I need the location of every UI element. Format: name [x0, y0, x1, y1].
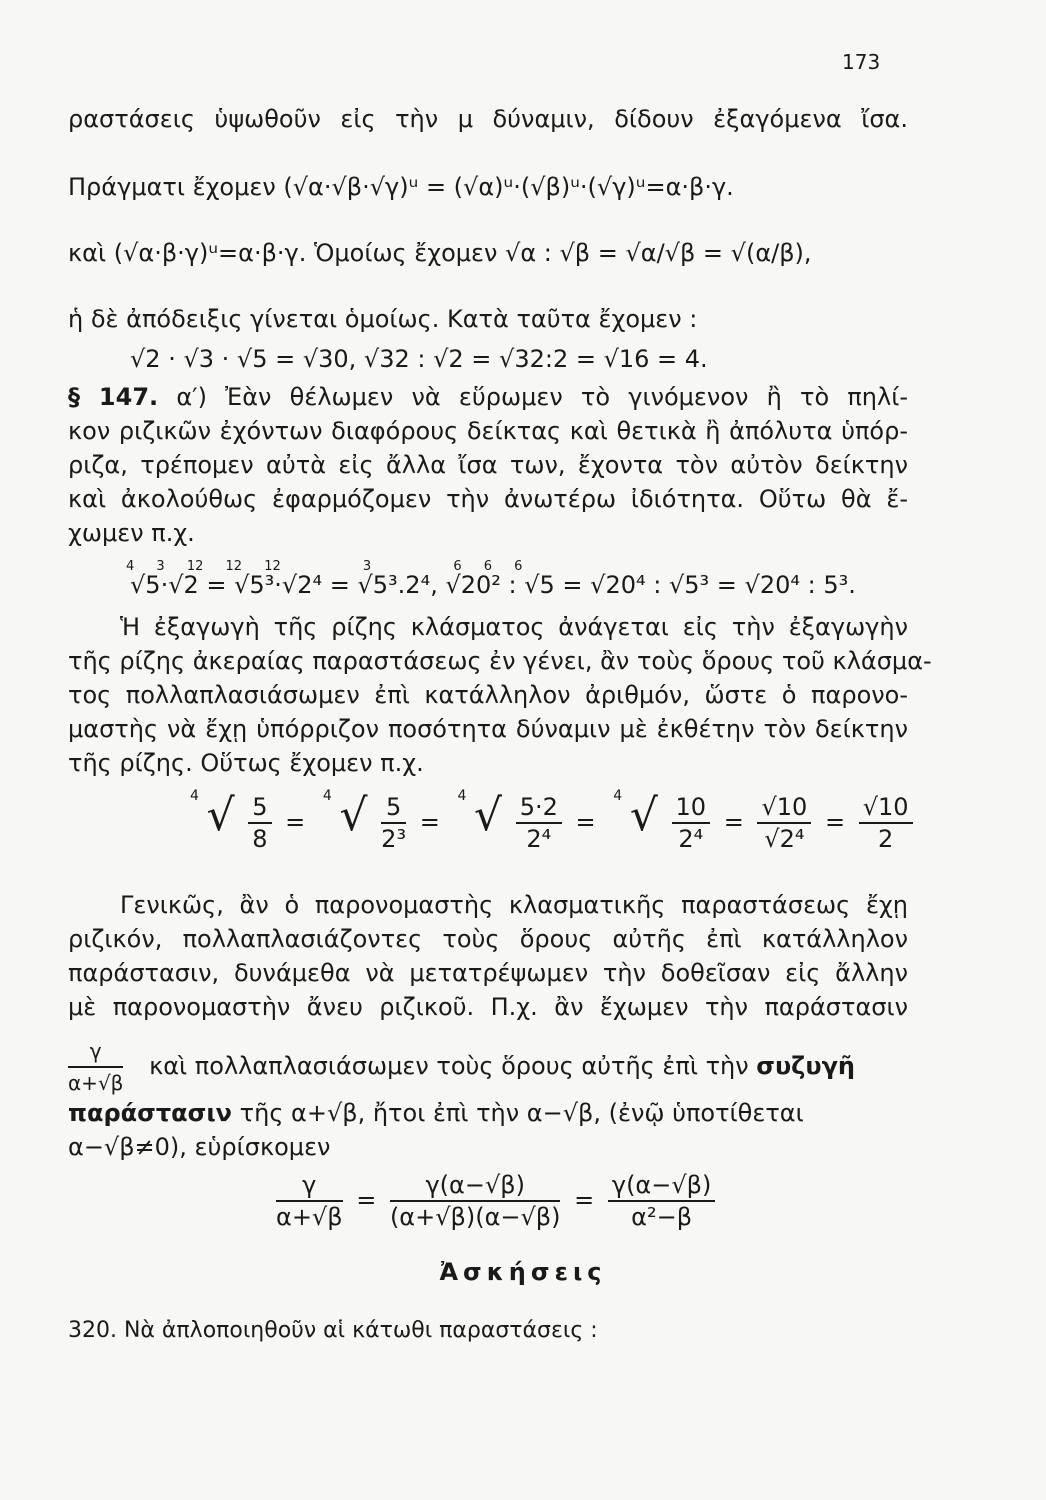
- formula-line: Πράγματι ἔχομεν (√α·√β·√γ)ᵘ = (√α)ᵘ·(√β)ᵘ·(√γ)ᵘ=α·β·γ.: [68, 173, 734, 201]
- fraction: $\frac{5}{8}$: [248, 792, 271, 854]
- text-line: ραστάσεις ὑψωθοῦν εἰς τὴν μ δύναμιν, δίδουν ἐξαγόμενα ἴσα.: [68, 105, 908, 133]
- fraction: $\frac{\gamma(\alpha-√\beta)}{(\alpha+√\beta)(\alpha-√\beta)}$: [389, 1171, 561, 1231]
- text-line: Ἡ ἐξαγωγὴ τῆς ρίζης κλάσματος ἀνάγεται εἰς τὴν ἐξαγωγὴν: [120, 613, 908, 641]
- final-equation: $\frac{\gamma}{\alpha+√\beta}$ = $\frac{\gamma(\alpha-√\beta)}{(\alpha+√\beta)(\alpha-√\beta)}$ = $\frac{\gamma(\alpha-√\beta)}{\text{α²−β}}$: [270, 1170, 1046, 1232]
- radical-index: 4: [190, 788, 199, 804]
- fraction: $\frac{√10}{\text{√2⁴}}$: [757, 792, 811, 854]
- section-label: § 147.: [68, 383, 159, 411]
- text-line: καὶ ἀκολούθως ἐφαρμόζομεν τὴν ἀνωτέρω ἰδιότητα. Οὕτω θὰ ἔ-: [68, 485, 908, 513]
- text-line: Γενικῶς, ἂν ὁ παρονομαστὴς κλασματικῆς παραστάσεως ἔχῃ: [120, 891, 908, 919]
- page-number: 173: [842, 50, 881, 74]
- text-line: χωμεν π.χ.: [68, 519, 195, 547]
- text-line: ριζα, τρέπομεν αὐτὰ εἰς ἄλλα ἴσα των, ἔχοντα τὸν αὐτὸν δείκτην: [68, 451, 908, 479]
- text-line: α−√β≠0), εὑρίσκομεν: [68, 1133, 331, 1161]
- fraction: $\frac{\gamma(\alpha-√\beta)}{\text{α²−β}}$: [608, 1170, 715, 1232]
- section-text: α′) Ἐὰν θέλωμεν νὰ εὕρωμεν τὸ γινόμενον ἢ τὸ πηλί-: [176, 383, 908, 411]
- bold-term: συζυγῆ: [756, 1052, 855, 1080]
- text-line: τος πολλαπλασιάσωμεν ἐπὶ κατάλληλον ἀριθμόν, ὥστε ὁ παρονο-: [68, 681, 908, 709]
- formula-line: √5·√2 = √5³·√2⁴ = √5³.2⁴, √20² : √5 = √20⁴ : √5³ = √20⁴ : 5³.: [130, 571, 856, 599]
- text-line: $\frac{\gamma}{\alpha+√\beta}$ καὶ πολλαπλασιάσωμεν τοὺς ὅρους αὐτῆς ἐπὶ τὴν συζυγῆ: [68, 1036, 908, 1098]
- fraction: $\frac{5}{\text{2³}}$: [381, 793, 407, 853]
- fraction-chain: $^4$ √ $\frac{5}{8}$ = $^4$ √ $\frac{5}{\text{2³}}$ = $^4$ √ $\frac{5\cdot 2}{\text{2⁴}}$ = $^4$ √ $\frac{10}{\text{2⁴}}$ = $\frac{√10}{\text{√2⁴}}$ = $\frac{√10}{2}$: [190, 790, 1046, 854]
- text-line: ριζικόν, πολλαπλασιάζοντες τοὺς ὅρους αὐτῆς ἐπὶ κατάλληλον: [68, 925, 908, 953]
- exercise-item: 320. Νὰ ἀπλοποιηθοῦν αἱ κάτωθι παραστάσεις :: [68, 1318, 598, 1343]
- fraction: $\frac{\gamma}{\alpha+√\beta}$: [68, 1036, 123, 1098]
- fraction: $\frac{√10}{2}$: [859, 792, 913, 854]
- bold-term: παράστασιν: [68, 1099, 233, 1127]
- text-line: τῆς ρίζης. Οὕτως ἔχομεν π.χ.: [68, 749, 424, 777]
- fraction: $\frac{\gamma}{\alpha+√\beta}$: [276, 1171, 343, 1231]
- text-line: μαστὴς νὰ ἔχῃ ὑπόρριζον ποσότητα δύναμιν μὲ ἐκθέτην τὸν δείκτην: [68, 715, 908, 743]
- text-line: μὲ παρονομαστὴν ἄνευ ριζικοῦ. Π.χ. ἂν ἔχωμεν τὴν παράστασιν: [68, 993, 908, 1021]
- text-line: τῆς ρίζης ἀκεραίας παραστάσεως ἐν γένει, ἂν τοὺς ὅρους τοῦ κλάσμα-: [68, 647, 932, 675]
- text-line: παράστασιν, δυνάμεθα νὰ μετατρέψωμεν τὴν δοθεῖσαν εἰς ἄλλην: [68, 959, 908, 987]
- fraction: $\frac{5\cdot 2}{\text{2⁴}}$: [516, 792, 562, 854]
- text-line: ἡ δὲ ἀπόδειξις γίνεται ὁμοίως. Κατὰ ταῦτα ἔχομεν :: [68, 305, 698, 333]
- section-line: [68, 380, 908, 414]
- fraction: $\frac{10}{\text{2⁴}}$: [672, 792, 711, 854]
- radical-indices: 4 3 12 12 12 3 6 6 6: [126, 559, 523, 574]
- formula-line: √2 · √3 · √5 = √30, √32 : √2 = √32:2 = √16 = 4.: [130, 345, 708, 373]
- text-line: παράστασιν τῆς α+√β, ἤτοι ἐπὶ τὴν α−√β, (ἐνῷ ὑποτίθεται: [68, 1099, 804, 1127]
- text-line: κον ριζικῶν ἐχόντων διαφόρους δείκτας καὶ θετικὰ ἢ ἀπόλυτα ὑπόρ-: [68, 417, 908, 445]
- formula-line: καὶ (√α·β·γ)ᵘ=α·β·γ. Ὁμοίως ἔχομεν √α : √β = √α/√β = √(α/β),: [68, 239, 812, 267]
- exercises-heading: Ἀσκήσεις: [439, 1258, 607, 1286]
